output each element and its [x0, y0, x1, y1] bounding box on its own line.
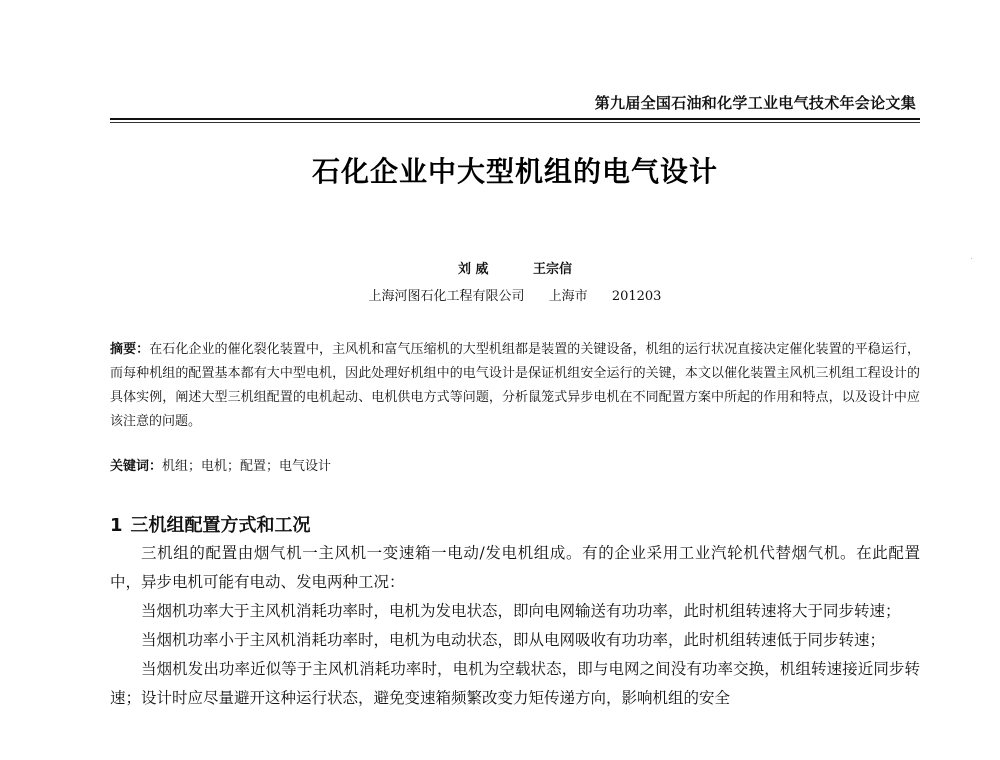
- header-rule-thick: [110, 118, 920, 120]
- scan-speck: [971, 258, 972, 259]
- keywords-label: 关键词：: [110, 459, 163, 474]
- affiliation-postcode: 201203: [611, 289, 662, 304]
- affiliation-city: 上海市: [548, 289, 588, 304]
- body-paragraph: 当烟机功率大于主风机消耗功率时，电机为发电状态，即向电网输送有功功率，此时机组转速将大于同步转速；: [141, 602, 901, 620]
- section-heading: [110, 511, 311, 537]
- body-paragraph: 三机组的配置由烟气机一主风机一变速箱一电动/发电机组成。有的企业采用工业汽轮机代替烟气机。在此配置中，异步电机可能有电动、发电两种工况：: [110, 544, 920, 591]
- section-number: 1: [110, 515, 123, 536]
- paper-title: 石化企业中大型机组的电气设计: [311, 155, 718, 188]
- keywords: [110, 456, 920, 478]
- affiliation: [110, 285, 920, 304]
- keywords-text: 机组；电机；配置；电气设计: [162, 459, 332, 474]
- affiliation-company: 上海河图石化工程有限公司: [368, 289, 525, 304]
- abstract-label: 摘要：: [110, 342, 150, 357]
- body-paragraph: 当烟机发出功率近似等于主风机消耗功率时，电机为空载状态，即与电网之间没有功率交换，机组转速接近同步转速；设计时应尽量避开这种运行状态，避免变速箱频繁改变力矩传递方向，影响机组的安全: [110, 660, 920, 707]
- body-text: [110, 539, 920, 713]
- running-header: 第九届全国石油和化学工业电气技术年会论文集: [594, 94, 916, 112]
- abstract-text: 在石化企业的催化裂化装置中，主风机和富气压缩机的大型机组都是装置的关键设备，机组的运行状况直接决定催化装置的平稳运行，而每种机组的配置基本都有大中型电机，因此处理好机组中的电气设计是保证机组安全运行的关键，本文以催化装置主风机三机组工程设计的具体实例，阐述大型三机组配置的电机起动、电机供电方式等问题，分析鼠笼式异步电机在不同配置方案中所起的作用和特点，以及设计中应该注意的问题。: [110, 342, 920, 429]
- section-title: 三机组配置方式和工况: [130, 515, 311, 536]
- header-rule-thin: [110, 122, 920, 123]
- body-paragraph: 当烟机功率小于主风机消耗功率时，电机为电动状态，即从电网吸收有功功率，此时机组转速低于同步转速；: [141, 631, 886, 649]
- author-name: 刘 威: [457, 262, 489, 277]
- abstract: [110, 338, 920, 434]
- author-name: 王宗信: [533, 262, 573, 277]
- author-list: [110, 258, 920, 277]
